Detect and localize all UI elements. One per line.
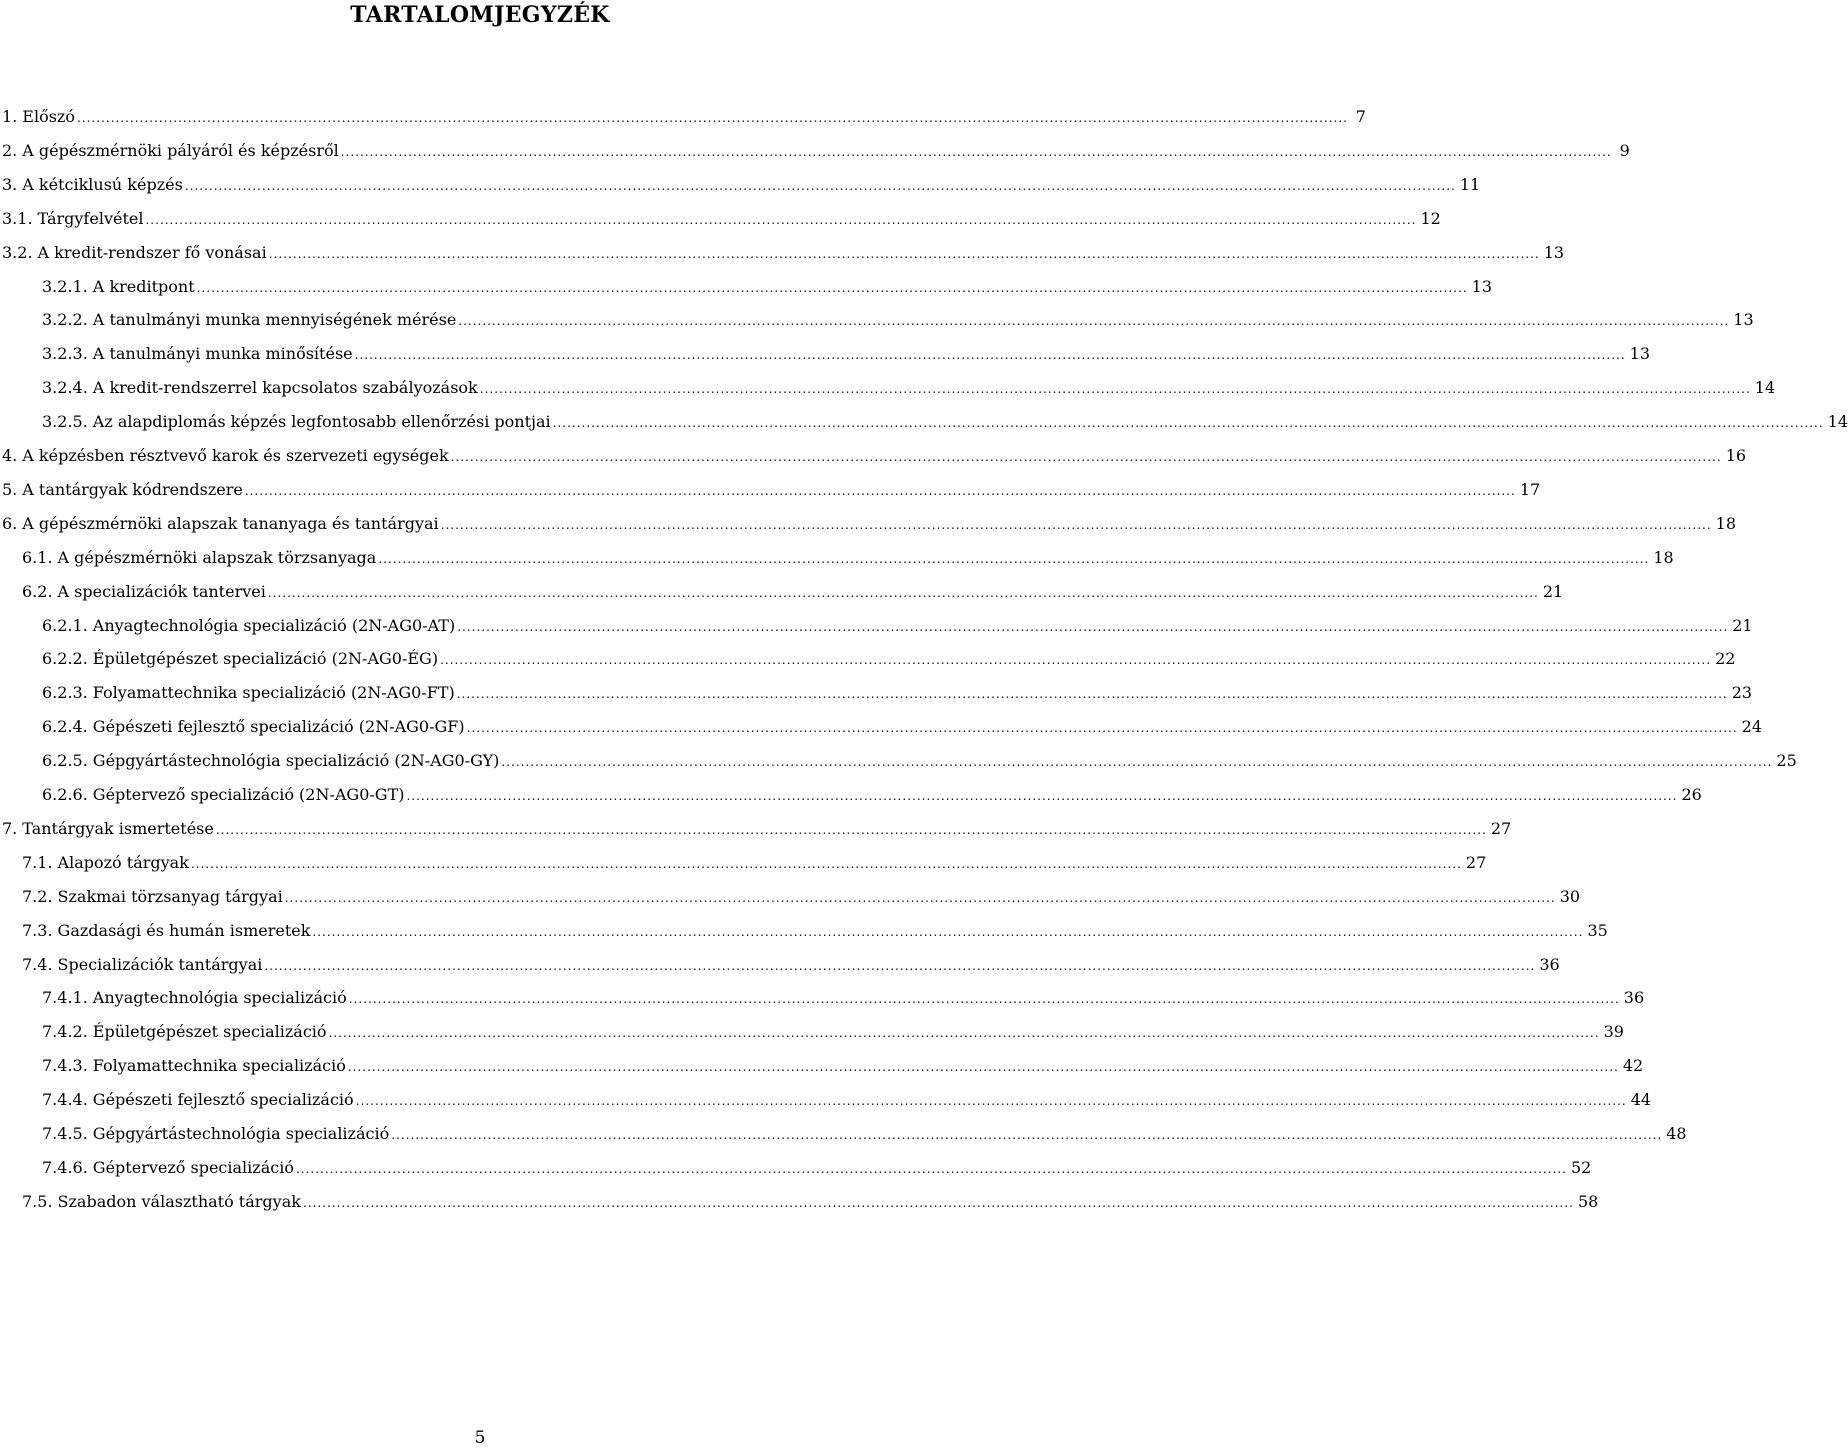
toc-entry-title: A gépészmérnöki alapszak tananyaga és tantárgyai xyxy=(22,514,439,533)
toc-leader-dots xyxy=(457,614,1728,640)
toc-entry-number: 6.2.6. xyxy=(42,785,88,804)
toc-entry-page: 18 xyxy=(1715,514,1737,533)
toc-entry-title: Előszó xyxy=(22,107,75,126)
toc-entry[interactable] xyxy=(42,341,1650,367)
toc-entry[interactable] xyxy=(42,409,1848,435)
toc-entry-number: 4. xyxy=(2,446,18,465)
toc-leader-dots xyxy=(349,986,1620,1012)
toc-entry-page: 27 xyxy=(1490,819,1512,838)
toc-entry-title: Folyamattechnika specializáció (2N-AG0-FT) xyxy=(92,683,455,702)
toc-entry-title: Szakmai törzsanyag tárgyai xyxy=(57,887,283,906)
toc-entry-number: 7.4. xyxy=(22,955,53,974)
toc-entry-title: A kredit-rendszer fő vonásai xyxy=(37,243,267,262)
toc-leader-dots xyxy=(303,1190,1574,1216)
toc-entry[interactable] xyxy=(2,206,1441,232)
page-number: 5 xyxy=(474,1428,486,1448)
toc-entry-title: Alapozó tárgyak xyxy=(57,853,189,872)
toc-entry-number: 3.2.4. xyxy=(42,378,88,397)
toc-leader-dots xyxy=(406,783,1677,809)
toc-leader-dots xyxy=(341,139,1612,165)
toc-entry-page: 11 xyxy=(1459,175,1481,194)
toc-entry-page: 39 xyxy=(1603,1022,1624,1041)
toc-entry-title: Gépgyártástechnológia specializáció xyxy=(92,1124,390,1143)
toc-entry-title: Specializációk tantárgyai xyxy=(57,955,263,974)
toc-leader-dots xyxy=(457,681,1728,707)
toc-entry-page: 22 xyxy=(1715,649,1736,668)
toc-entry-number: 6.1. xyxy=(22,548,53,567)
toc-entry-number: 3. xyxy=(2,175,18,194)
toc-entry[interactable] xyxy=(2,477,1541,503)
toc-entry[interactable] xyxy=(2,816,1512,842)
toc-entry[interactable] xyxy=(22,850,1487,876)
toc-entry[interactable] xyxy=(22,884,1581,910)
toc-leader-dots xyxy=(145,207,1416,233)
toc-entry-title: Géptervező specializáció xyxy=(92,1158,294,1177)
toc-entry-page: 7 xyxy=(1355,107,1366,126)
toc-leader-dots xyxy=(458,308,1729,334)
toc-leader-dots xyxy=(245,478,1516,504)
toc-entry-page: 13 xyxy=(1733,310,1754,329)
toc-entry[interactable] xyxy=(22,1189,1599,1215)
toc-entry-number: 6. xyxy=(2,514,18,533)
toc-entry-page: 14 xyxy=(1827,412,1848,431)
toc-entry-page: 58 xyxy=(1577,1192,1599,1211)
toc-entry-page: 17 xyxy=(1519,480,1541,499)
toc-entry-page: 13 xyxy=(1629,344,1650,363)
toc-entry[interactable] xyxy=(2,240,1565,266)
toc-entry-title: A képzésben résztvevő karok és szervezeti egységek xyxy=(22,446,449,465)
toc-leader-dots xyxy=(467,715,1738,741)
toc-leader-dots xyxy=(378,546,1649,572)
toc-entry-number: 7.4.1. xyxy=(42,988,88,1007)
toc-entry-number: 6.2.5. xyxy=(42,751,88,770)
page-title: TARTALOMJEGYZÉK xyxy=(350,2,610,28)
toc-leader-dots xyxy=(197,275,1468,301)
toc-leader-dots xyxy=(480,376,1751,402)
toc-entry-number: 7. xyxy=(2,819,18,838)
toc-entry-number: 6.2.3. xyxy=(42,683,88,702)
toc-entry-title: Szabadon választható tárgyak xyxy=(57,1192,301,1211)
toc-entry-title: A specializációk tantervei xyxy=(57,582,266,601)
toc-entry[interactable] xyxy=(42,646,1736,672)
toc-entry-title: Folyamattechnika specializáció xyxy=(92,1056,346,1075)
toc-entry-page: 42 xyxy=(1622,1056,1644,1075)
toc-entry-number: 7.4.5. xyxy=(42,1124,88,1143)
toc-leader-dots xyxy=(285,885,1556,911)
toc-entry-title: Anyagtechnológia specializáció (2N-AG0-AT) xyxy=(92,616,456,635)
toc-entry-title: Gépészeti fejlesztő specializáció xyxy=(92,1090,354,1109)
toc-entry-title: A kreditpont xyxy=(92,277,195,296)
toc-entry[interactable] xyxy=(42,985,1645,1011)
toc-entry[interactable] xyxy=(42,748,1797,774)
toc-entry-title: Anyagtechnológia specializáció xyxy=(92,988,347,1007)
toc-entry-title: Gépészeti fejlesztő specializáció (2N-AG0-GF) xyxy=(92,717,465,736)
toc-entry-title: Gazdasági és humán ismeretek xyxy=(57,921,311,940)
toc-entry-title: A tanulmányi munka mennyiségének mérése xyxy=(92,310,457,329)
toc-leader-dots xyxy=(296,1156,1567,1182)
toc-entry[interactable] xyxy=(2,511,1737,537)
toc-entry[interactable] xyxy=(42,1019,1624,1045)
toc-entry-title: Az alapdiplomás képzés legfontosabb ellenőrzési pontjai xyxy=(92,412,551,431)
toc-entry-title: A tanulmányi munka minősítése xyxy=(92,344,353,363)
toc-entry-page: 21 xyxy=(1732,616,1753,635)
toc-entry[interactable] xyxy=(22,579,1564,605)
toc-entry[interactable] xyxy=(42,1121,1687,1147)
toc-entry-page: 27 xyxy=(1465,853,1487,872)
toc-leader-dots xyxy=(501,749,1772,775)
toc-entry-title: A tantárgyak kódrendszere xyxy=(22,480,243,499)
toc-entry-title: Gépgyártástechnológia specializáció (2N-AG0-GY) xyxy=(92,751,500,770)
toc-entry-number: 6.2. xyxy=(22,582,53,601)
toc-entry-page: 21 xyxy=(1542,582,1564,601)
toc-entry[interactable] xyxy=(2,138,1630,164)
toc-leader-dots xyxy=(348,1054,1619,1080)
toc-entry-page: 36 xyxy=(1623,988,1645,1007)
toc-entry-page: 52 xyxy=(1570,1158,1592,1177)
toc-entry[interactable] xyxy=(42,375,1776,401)
toc-entry-number: 7.4.4. xyxy=(42,1090,88,1109)
toc-entry-page: 23 xyxy=(1731,683,1753,702)
toc-leader-dots xyxy=(191,851,1462,877)
toc-entry-number: 3.2. xyxy=(2,243,33,262)
toc-entry[interactable] xyxy=(42,714,1763,740)
toc-entry-page: 24 xyxy=(1741,717,1763,736)
toc-entry[interactable] xyxy=(2,443,1747,469)
toc-entry[interactable] xyxy=(42,274,1493,300)
toc-leader-dots xyxy=(269,241,1540,267)
toc-entry-title: Tantárgyak ismertetése xyxy=(22,819,214,838)
toc-leader-dots xyxy=(356,1088,1627,1114)
toc-entry-number: 3.2.3. xyxy=(42,344,88,363)
toc-entry[interactable] xyxy=(22,545,1674,571)
toc-leader-dots xyxy=(264,953,1535,979)
toc-entry[interactable] xyxy=(42,1053,1644,1079)
toc-entry-page: 25 xyxy=(1776,751,1797,770)
toc-leader-dots xyxy=(216,817,1487,843)
toc-leader-dots xyxy=(185,173,1456,199)
toc-entry-title: Épületgépészet specializáció (2N-AG0-ÉG) xyxy=(92,649,439,668)
toc-entry-page: 14 xyxy=(1754,378,1776,397)
toc-entry-number: 5. xyxy=(2,480,18,499)
toc-entry[interactable] xyxy=(22,918,1608,944)
toc-leader-dots xyxy=(451,444,1722,470)
toc-entry-number: 3.2.5. xyxy=(42,412,88,431)
toc-leader-dots xyxy=(391,1122,1662,1148)
toc-entry-page: 13 xyxy=(1543,243,1565,262)
toc-entry-page: 36 xyxy=(1539,955,1560,974)
toc-entry-title: Tárgyfelvétel xyxy=(37,209,144,228)
toc-entry[interactable] xyxy=(42,1087,1652,1113)
toc-leader-dots xyxy=(553,410,1824,436)
toc-entry[interactable] xyxy=(42,613,1753,639)
toc-entry-page: 16 xyxy=(1725,446,1747,465)
toc-entry-number: 7.2. xyxy=(22,887,53,906)
toc-leader-dots xyxy=(441,512,1712,538)
toc-entry-number: 1. xyxy=(2,107,18,126)
toc-leader-dots xyxy=(329,1020,1600,1046)
toc-entry[interactable] xyxy=(22,952,1560,978)
toc-leader-dots xyxy=(440,647,1711,673)
toc-entry[interactable] xyxy=(2,172,1481,198)
toc-entry-number: 6.2.4. xyxy=(42,717,88,736)
toc-entry-page: 26 xyxy=(1681,785,1702,804)
toc-entry-page: 13 xyxy=(1471,277,1493,296)
toc-entry-page: 18 xyxy=(1653,548,1674,567)
toc-entry-page: 35 xyxy=(1587,921,1608,940)
toc-entry-title: Géptervező specializáció (2N-AG0-GT) xyxy=(92,785,405,804)
toc-entry-number: 7.5. xyxy=(22,1192,53,1211)
toc-entry-title: A kétciklusú képzés xyxy=(22,175,183,194)
toc-entry-page: 44 xyxy=(1630,1090,1652,1109)
toc-entry-title: A gépészmérnöki pályáról és képzésről xyxy=(22,141,339,160)
toc-entry[interactable] xyxy=(42,307,1754,333)
toc-leader-dots xyxy=(77,105,1348,131)
toc-entry-page: 9 xyxy=(1619,141,1630,160)
toc-entry-number: 3.1. xyxy=(2,209,33,228)
toc-entry[interactable] xyxy=(42,680,1753,706)
toc-leader-dots xyxy=(312,919,1583,945)
toc-entry-title: Épületgépészet specializáció xyxy=(92,1022,327,1041)
toc-entry-number: 3.2.1. xyxy=(42,277,88,296)
toc-entry-number: 7.4.3. xyxy=(42,1056,88,1075)
toc-entry[interactable] xyxy=(2,104,1366,130)
toc-entry-number: 7.3. xyxy=(22,921,53,940)
toc-entry-number: 7.4.6. xyxy=(42,1158,88,1177)
toc-entry-number: 6.2.1. xyxy=(42,616,88,635)
toc-entry[interactable] xyxy=(42,1155,1592,1181)
toc-entry-page: 48 xyxy=(1666,1124,1687,1143)
toc-entry-title: A gépészmérnöki alapszak törzsanyaga xyxy=(57,548,377,567)
toc-entry-number: 3.2.2. xyxy=(42,310,88,329)
toc-leader-dots xyxy=(268,580,1539,606)
toc-entry[interactable] xyxy=(42,782,1702,808)
toc-entry-title: A kredit-rendszerrel kapcsolatos szabályozások xyxy=(92,378,478,397)
toc-entry-page: 12 xyxy=(1420,209,1441,228)
toc-entry-number: 7.4.2. xyxy=(42,1022,88,1041)
toc-entry-page: 30 xyxy=(1559,887,1581,906)
toc-entry-number: 6.2.2. xyxy=(42,649,88,668)
toc-entry-number: 2. xyxy=(2,141,18,160)
toc-leader-dots xyxy=(355,342,1626,368)
toc-entry-number: 7.1. xyxy=(22,853,53,872)
